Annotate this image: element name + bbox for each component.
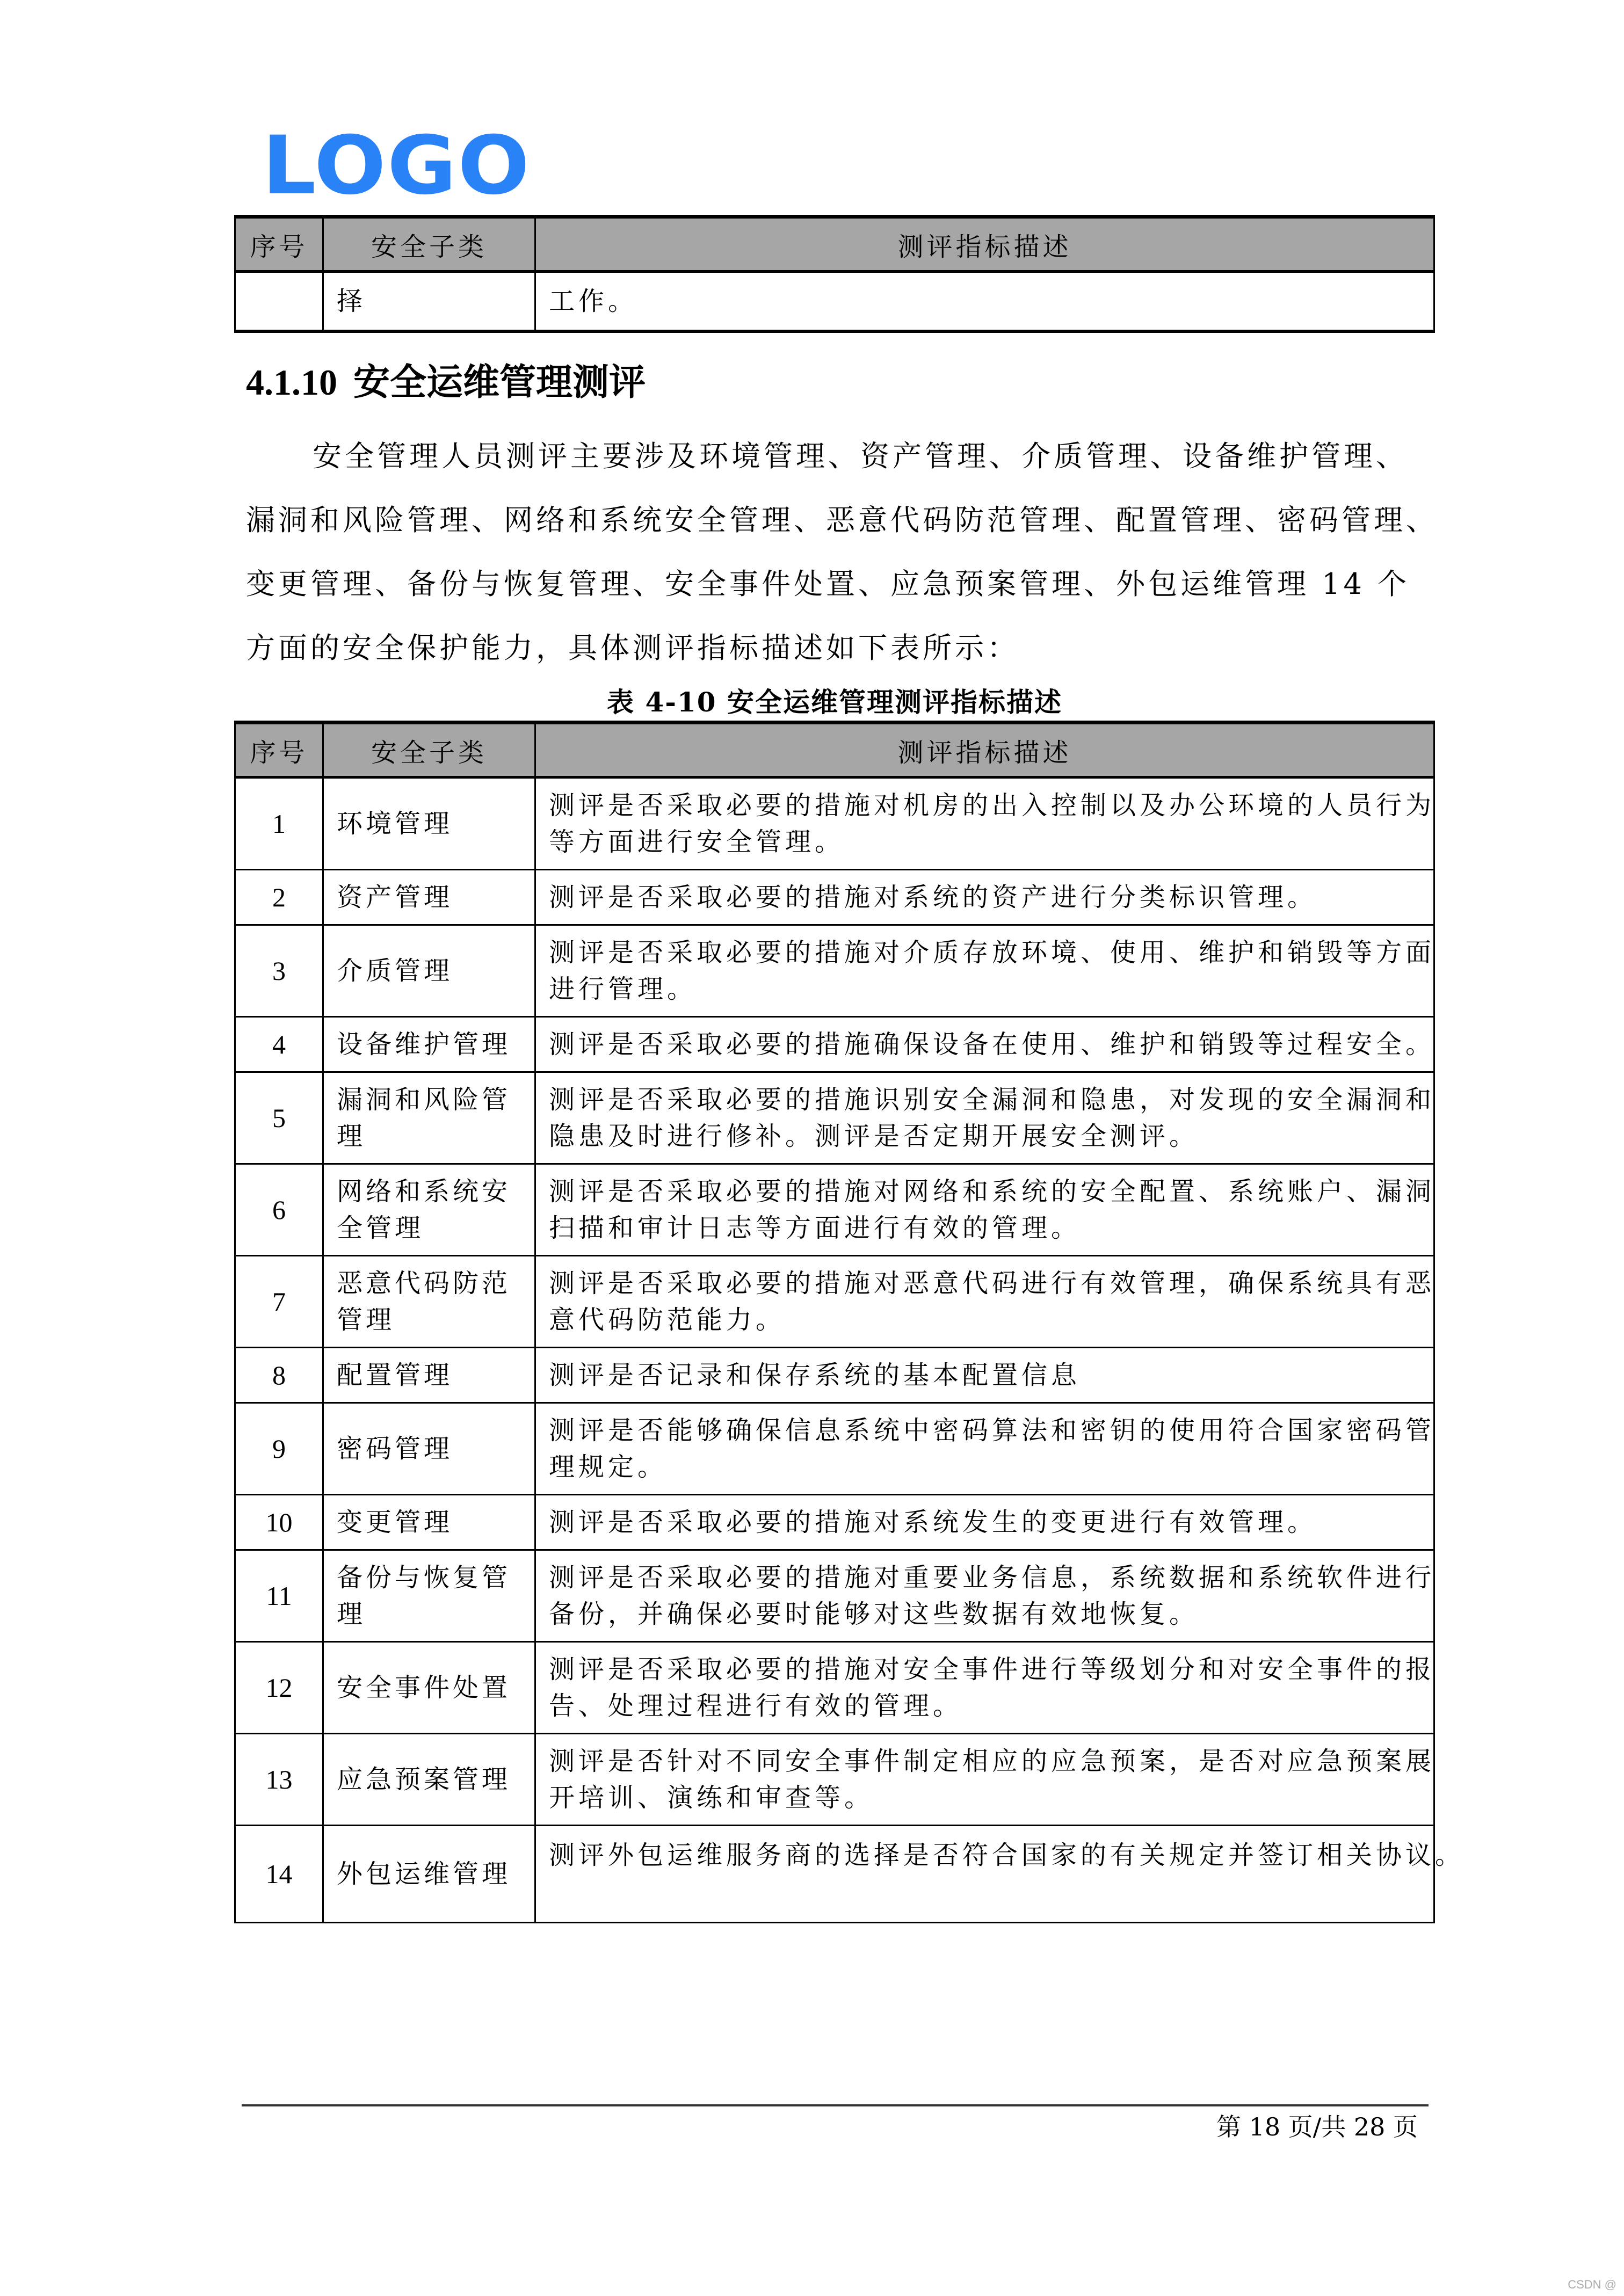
description-line: 告、处理过程进行有效的管理。 <box>549 1691 963 1721</box>
header-num: 序号 <box>235 217 323 272</box>
row-description <box>535 1403 1434 1495</box>
row-description: 工作。 <box>535 272 1434 332</box>
row-num: 10 <box>235 1495 323 1550</box>
description-line: 测评是否采取必要的措施对机房的出入控制以及办公环境的人员行为 <box>549 790 1436 820</box>
category-line: 漏洞和风险管 <box>337 1085 511 1115</box>
body-paragraph <box>246 424 1449 680</box>
table-row <box>235 1550 1434 1642</box>
row-num: 8 <box>235 1348 323 1403</box>
description-line: 测评是否记录和保存系统的基本配置信息 <box>549 1360 1081 1390</box>
header-description: 测评指标描述 <box>535 217 1434 272</box>
row-num: 3 <box>235 925 323 1017</box>
row-category <box>323 1403 535 1495</box>
row-num: 12 <box>235 1642 323 1734</box>
header-category: 安全子类 <box>323 723 535 778</box>
description-line: 测评是否采取必要的措施对系统的资产进行分类标识管理。 <box>549 882 1317 912</box>
description-line: 等方面进行安全管理。 <box>549 827 845 857</box>
category-line: 环境管理 <box>337 809 453 839</box>
section-title: 安全运维管理测评 <box>353 361 646 404</box>
header-category: 安全子类 <box>323 217 535 272</box>
row-category <box>323 1256 535 1348</box>
row-num: 9 <box>235 1403 323 1495</box>
category-line: 安全事件处置 <box>337 1673 511 1703</box>
table-row <box>235 1348 1434 1403</box>
row-category <box>323 870 535 925</box>
row-num: 2 <box>235 870 323 925</box>
row-category: 择 <box>323 272 535 332</box>
category-line: 理 <box>337 1599 366 1629</box>
description-line: 测评是否采取必要的措施对安全事件进行等级划分和对安全事件的报 <box>549 1654 1436 1684</box>
row-description <box>535 925 1434 1017</box>
description-line: 测评是否采取必要的措施确保设备在使用、维护和销毁等过程安全。 <box>549 1029 1436 1059</box>
description-line: 扫描和审计日志等方面进行有效的管理。 <box>549 1213 1081 1243</box>
row-description <box>535 1164 1434 1256</box>
category-line: 应急预案管理 <box>337 1764 511 1794</box>
row-description <box>535 1642 1434 1734</box>
row-description <box>535 1348 1434 1403</box>
header-num: 序号 <box>235 723 323 778</box>
row-num: 7 <box>235 1256 323 1348</box>
description-line: 测评外包运维服务商的选择是否符合国家的有关规定并签订相关协议。 <box>549 1840 1465 1870</box>
table-row <box>235 925 1434 1017</box>
category-line: 配置管理 <box>337 1360 453 1390</box>
row-category <box>323 1550 535 1642</box>
section-heading <box>246 353 646 405</box>
description-line: 测评是否采取必要的措施对介质存放环境、使用、维护和销毁等方面 <box>549 938 1436 968</box>
section-number: 4.1.10 <box>246 362 337 403</box>
row-category <box>323 1348 535 1403</box>
category-line: 备份与恢复管 <box>337 1563 511 1593</box>
description-line: 开培训、演练和审查等。 <box>549 1783 874 1813</box>
row-category <box>323 1072 535 1164</box>
previous-table-continuation <box>234 215 1435 333</box>
category-line: 管理 <box>337 1305 395 1335</box>
category-line: 全管理 <box>337 1213 424 1243</box>
table-row <box>235 1642 1434 1734</box>
category-line: 网络和系统安 <box>337 1176 511 1207</box>
description-line: 进行管理。 <box>549 974 697 1004</box>
table-row <box>235 778 1434 870</box>
row-category <box>323 1734 535 1826</box>
table-row <box>235 1164 1434 1256</box>
description-line: 测评是否采取必要的措施对网络和系统的安全配置、系统账户、漏洞 <box>549 1176 1436 1207</box>
row-category <box>323 1495 535 1550</box>
row-num: 13 <box>235 1734 323 1826</box>
row-description <box>535 870 1434 925</box>
row-category <box>323 1642 535 1734</box>
row-category <box>323 1017 535 1072</box>
table-header-row <box>235 217 1434 272</box>
row-num: 14 <box>235 1826 323 1923</box>
row-num: 11 <box>235 1550 323 1642</box>
table-row <box>235 1495 1434 1550</box>
table-header-row <box>235 723 1434 778</box>
description-line: 意代码防范能力。 <box>549 1305 786 1335</box>
category-line: 资产管理 <box>337 882 453 912</box>
description-line: 备份，并确保必要时能够对这些数据有效地恢复。 <box>549 1599 1199 1629</box>
row-num: 4 <box>235 1017 323 1072</box>
category-line: 外包运维管理 <box>337 1859 511 1889</box>
row-category <box>323 778 535 870</box>
footer-divider <box>242 2104 1429 2106</box>
category-line: 恶意代码防范 <box>337 1268 511 1298</box>
table-row <box>235 1017 1434 1072</box>
description-line: 隐患及时进行修补。测评是否定期开展安全测评。 <box>549 1121 1199 1151</box>
description-line: 测评是否针对不同安全事件制定相应的应急预案，是否对应急预案展 <box>549 1746 1436 1776</box>
header-description: 测评指标描述 <box>535 723 1434 778</box>
paragraph-line: 变更管理、备份与恢复管理、安全事件处置、应急预案管理、外包运维管理 14 个 <box>246 567 1410 601</box>
table-row <box>235 1826 1434 1923</box>
row-category <box>323 1164 535 1256</box>
row-num <box>235 272 323 332</box>
company-logo: LOGO <box>262 119 531 213</box>
row-description <box>535 1734 1434 1826</box>
category-line: 变更管理 <box>337 1507 453 1537</box>
row-category <box>323 1826 535 1923</box>
watermark: CSDN @ <box>1568 2278 1616 2291</box>
page-number: 第 18 页/共 28 页 <box>1216 2112 1418 2141</box>
description-line: 测评是否采取必要的措施识别安全漏洞和隐患，对发现的安全漏洞和 <box>549 1085 1436 1115</box>
category-line: 介质管理 <box>337 956 453 986</box>
row-description <box>535 1826 1465 1923</box>
paragraph-line: 漏洞和风险管理、网络和系统安全管理、恶意代码防范管理、配置管理、密码管理、 <box>246 503 1438 537</box>
row-description <box>535 1550 1434 1642</box>
description-line: 测评是否采取必要的措施对恶意代码进行有效管理，确保系统具有恶 <box>549 1268 1436 1298</box>
table-row <box>235 1072 1434 1164</box>
table-caption: 表 4-10 安全运维管理测评指标描述 <box>607 686 1062 718</box>
row-description <box>535 1072 1434 1164</box>
row-category <box>323 925 535 1017</box>
description-line: 测评是否采取必要的措施对重要业务信息，系统数据和系统软件进行 <box>549 1563 1436 1593</box>
table-row <box>235 1734 1434 1826</box>
row-description <box>535 1017 1434 1072</box>
row-num: 1 <box>235 778 323 870</box>
category-line: 设备维护管理 <box>337 1029 511 1059</box>
description-line: 测评是否能够确保信息系统中密码算法和密钥的使用符合国家密码管 <box>549 1415 1436 1445</box>
category-line: 密码管理 <box>337 1434 453 1464</box>
row-num: 5 <box>235 1072 323 1164</box>
table-row <box>235 272 1434 332</box>
row-description <box>535 1495 1434 1550</box>
table-row <box>235 870 1434 925</box>
row-num: 6 <box>235 1164 323 1256</box>
description-line: 理规定。 <box>549 1452 668 1482</box>
description-line: 测评是否采取必要的措施对系统发生的变更进行有效管理。 <box>549 1507 1317 1537</box>
ops-management-table <box>234 721 1465 1923</box>
paragraph-line: 安全管理人员测评主要涉及环境管理、资产管理、介质管理、设备维护管理、 <box>313 439 1408 473</box>
table-row <box>235 1403 1434 1495</box>
paragraph-line: 方面的安全保护能力，具体测评指标描述如下表所示： <box>246 631 1019 665</box>
row-description <box>535 1256 1434 1348</box>
category-line: 理 <box>337 1121 366 1151</box>
table-row <box>235 1256 1434 1348</box>
row-description <box>535 778 1434 870</box>
